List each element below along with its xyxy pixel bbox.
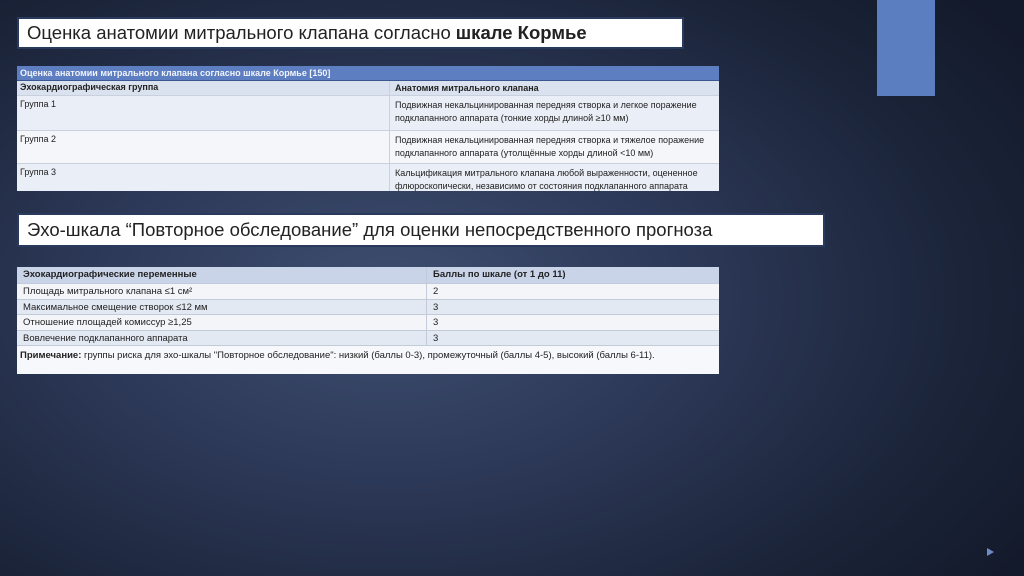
column-header: Эхокардиографические переменные [17, 267, 427, 283]
table-cell: 2 [433, 286, 439, 297]
note-text: группы риска для эхо-шкалы "Повторное обследование": низкий (баллы 0-3), промежуточный (баллы 4-5), высокий (баллы 6-11). [81, 350, 655, 361]
table-row [17, 300, 719, 316]
table-cell: 3 [433, 317, 439, 328]
table-cell: Подвижная некальцинированная передняя створка и тяжелое поражение подклапанного аппарата (утолщённые хорды длиной <10 мм) [395, 135, 705, 158]
table-header-row [17, 267, 719, 284]
note-label: Примечание: [20, 350, 82, 361]
echo-score-table [17, 267, 719, 374]
table-row [17, 164, 719, 191]
table-row [17, 331, 719, 347]
table-cell: Максимальное смещение створок ≤12 мм [17, 300, 427, 315]
title1-text: Оценка анатомии митрального клапана согласно [27, 22, 451, 43]
table-row [17, 315, 719, 331]
table-cell: 3 [433, 301, 439, 313]
column-header: Эхокардиографическая группа [17, 81, 390, 95]
slide-title-2 [17, 213, 825, 247]
table-cell: Группа 3 [17, 164, 390, 191]
table-cell: Подвижная некальцинированная передняя створка и легкое поражение подклапанного аппарата (тонкие хорды длиной ≥10 мм) [395, 100, 697, 123]
column-header: Анатомия митрального клапана [395, 83, 539, 93]
table-header-row [17, 81, 719, 96]
title1-bold-text: шкале Кормье [455, 22, 587, 43]
decorative-accent-bar [877, 0, 935, 96]
table-cell: 3 [433, 332, 439, 344]
table-row [17, 131, 719, 164]
table-row [17, 96, 719, 131]
cormier-table [17, 66, 719, 191]
title2-text: Эхо-шкала “Повторное обследование” для оценки непосредственного прогноза [27, 219, 713, 240]
column-header: Баллы по шкале (от 1 до 11) [433, 269, 566, 280]
table-cell: Площадь митрального клапана ≤1 см² [17, 284, 427, 299]
slide-arrow-icon [987, 548, 994, 556]
table-cell: Отношение площадей комиссур ≥1,25 [17, 315, 427, 330]
table-cell: Вовлечение подклапанного аппарата [17, 331, 427, 346]
table-caption: Оценка анатомии митрального клапана согласно шкале Кормье [150] [17, 66, 719, 81]
table-cell: Группа 1 [17, 96, 390, 130]
table-cell: Группа 2 [17, 131, 390, 163]
slide-title-1 [17, 17, 684, 49]
table-row [17, 284, 719, 300]
table-note [17, 346, 719, 365]
table-cell: Кальцификация митрального клапана любой выраженности, оцененное флюроскопически, независимо от состояния подклапанного аппарата [395, 168, 698, 191]
